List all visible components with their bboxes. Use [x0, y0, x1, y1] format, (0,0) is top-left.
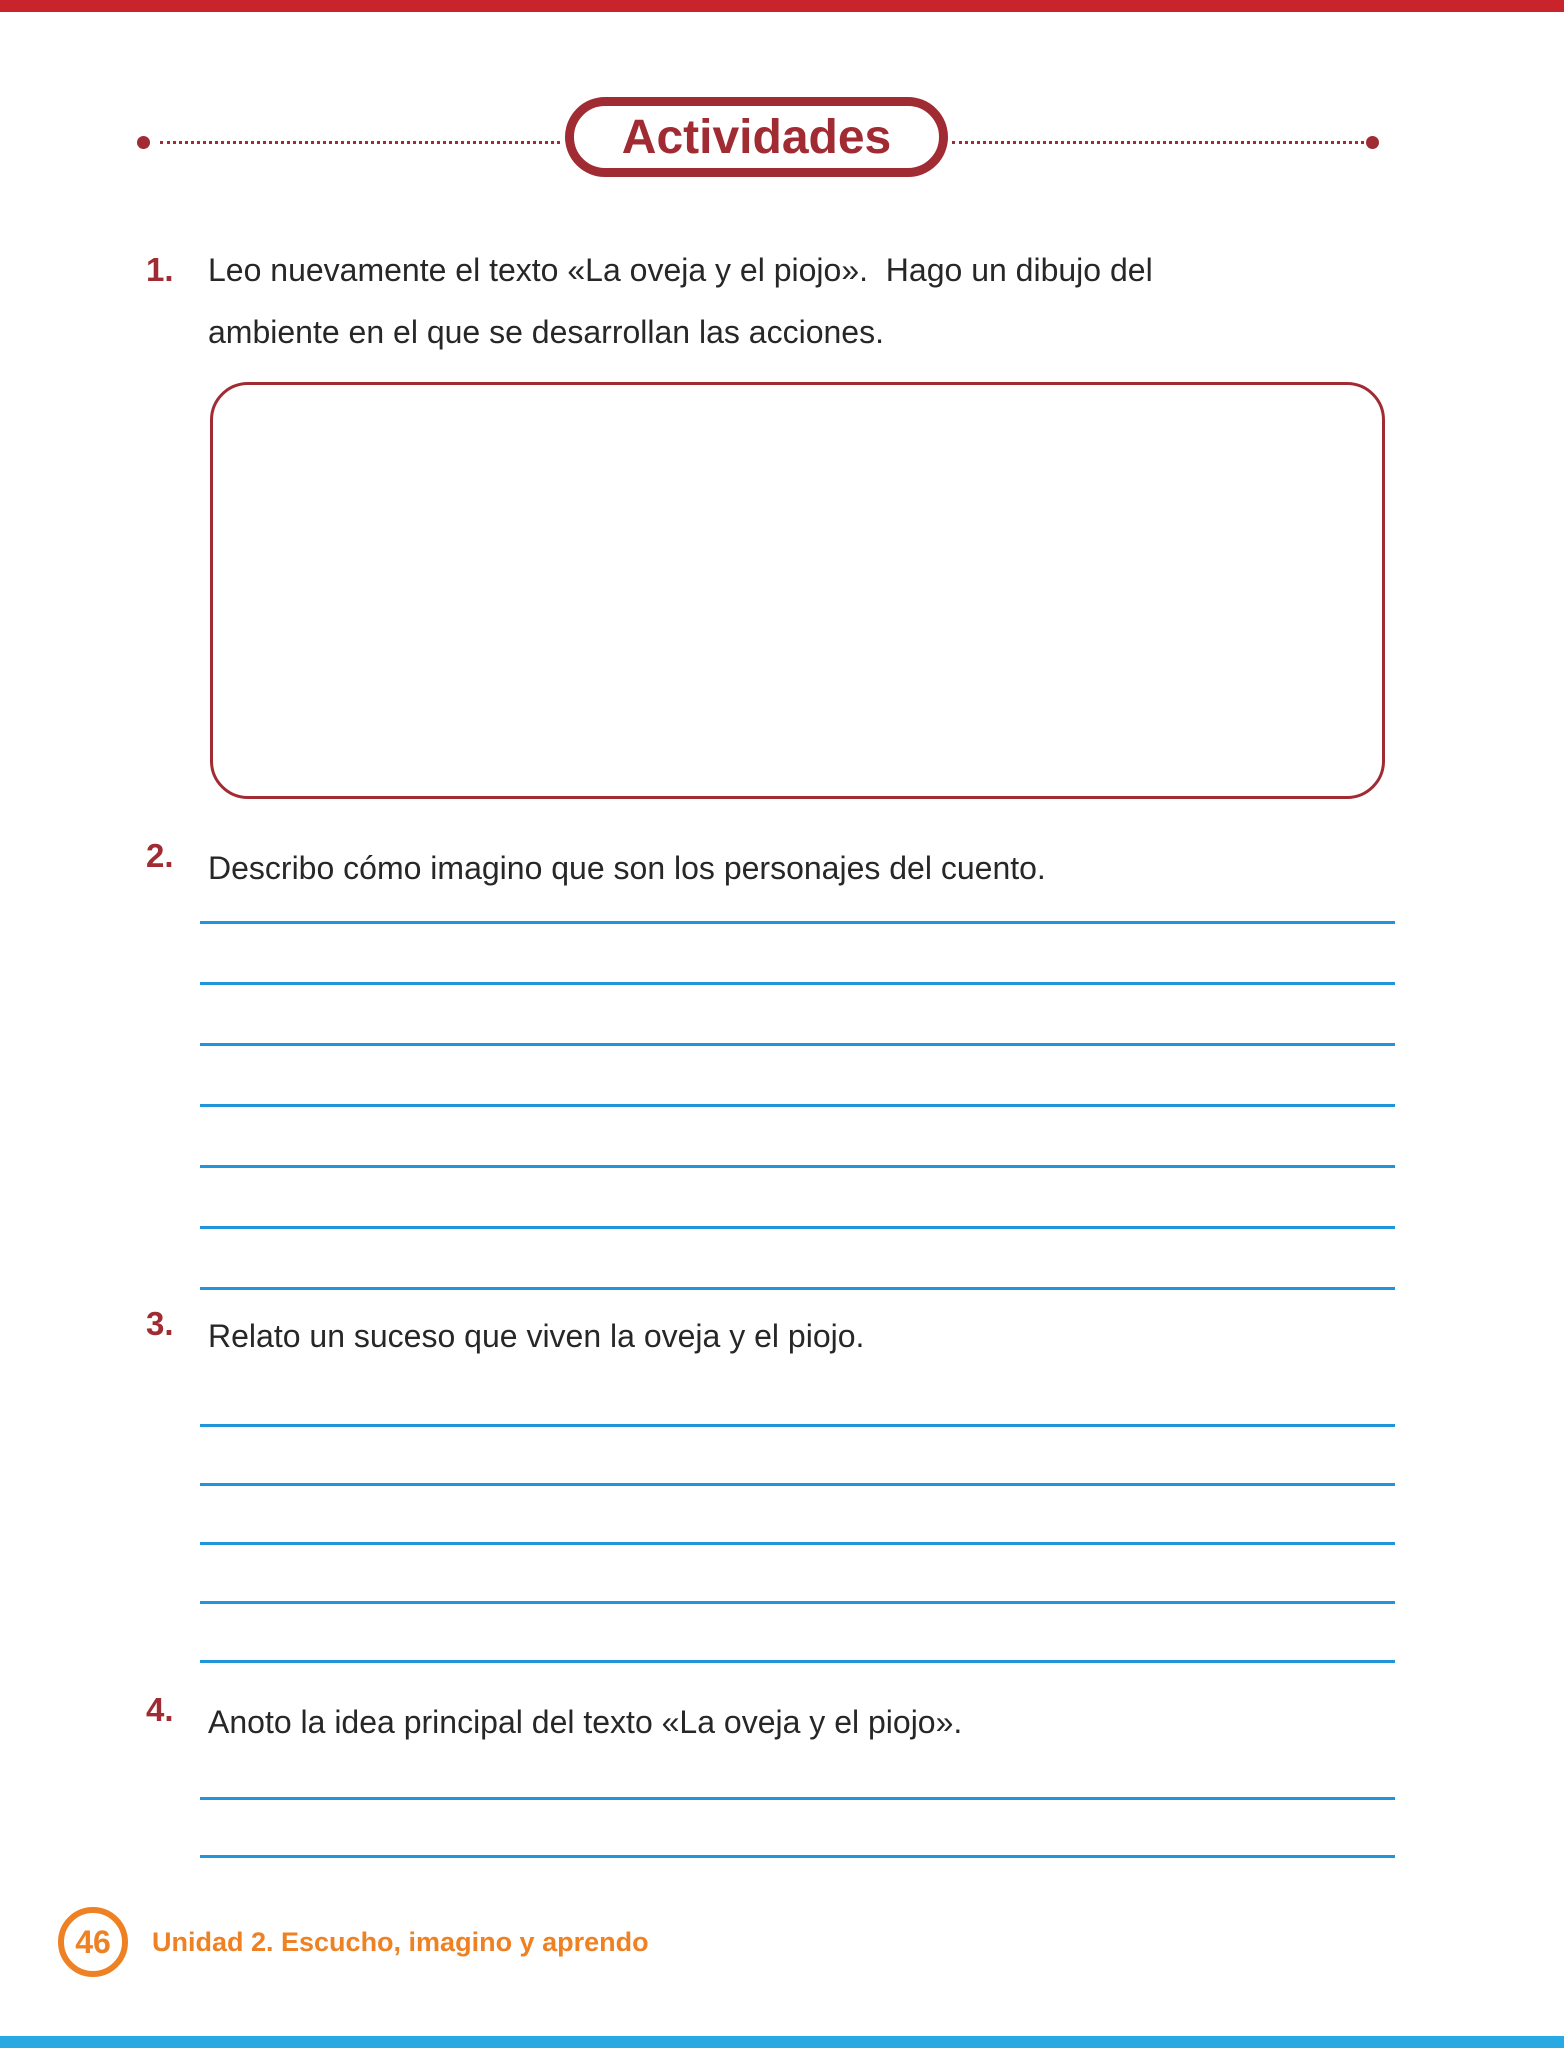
leader-end-dot-right [1366, 136, 1379, 149]
activity-4-answer-lines [200, 1797, 1395, 1913]
leader-end-dot-left [137, 136, 150, 149]
drawing-box[interactable] [210, 382, 1385, 799]
answer-line[interactable] [200, 1797, 1395, 1855]
answer-line[interactable] [200, 982, 1395, 1043]
answer-line[interactable] [200, 1483, 1395, 1542]
activity-1-text-line-2: ambiente en el que se desarrollan las acciones. [208, 314, 884, 350]
dotted-leader-left [160, 141, 560, 144]
section-title-badge [565, 97, 948, 177]
activity-4-number: 4. [146, 1691, 174, 1728]
bottom-edge-bar [0, 2036, 1564, 2048]
activity-2-text: Describo cómo imagino que son los personajes del cuento. [208, 850, 1046, 886]
answer-line[interactable] [200, 1424, 1395, 1483]
page-number-circle [58, 1907, 128, 1977]
activity-4-text: Anoto la idea principal del texto «La oveja y el piojo». [208, 1704, 963, 1740]
answer-line[interactable] [200, 1104, 1395, 1165]
answer-line[interactable] [200, 1043, 1395, 1104]
unit-label: Unidad 2. Escucho, imagino y aprendo [152, 1927, 649, 1957]
activity-1-text-line-1: Leo nuevamente el texto «La oveja y el piojo». Hago un dibujo del [208, 252, 1153, 288]
answer-line[interactable] [200, 1165, 1395, 1226]
answer-line[interactable] [200, 1601, 1395, 1660]
activity-3-text: Relato un suceso que viven la oveja y el piojo. [208, 1318, 865, 1354]
activity-2-answer-lines [200, 921, 1395, 1348]
top-edge-bar [0, 0, 1564, 12]
activity-2-number: 2. [146, 837, 174, 874]
page-number: 46 [75, 1923, 111, 1960]
activity-3-answer-lines [200, 1424, 1395, 1719]
activity-3-number: 3. [146, 1305, 174, 1342]
activity-1-number: 1. [146, 251, 174, 288]
answer-line[interactable] [200, 921, 1395, 982]
answer-line[interactable] [200, 1855, 1395, 1913]
activity-1-text [208, 239, 1468, 363]
answer-line[interactable] [200, 1226, 1395, 1287]
answer-line[interactable] [200, 1542, 1395, 1601]
section-title: Actividades [621, 110, 892, 164]
dotted-leader-right [952, 141, 1364, 144]
